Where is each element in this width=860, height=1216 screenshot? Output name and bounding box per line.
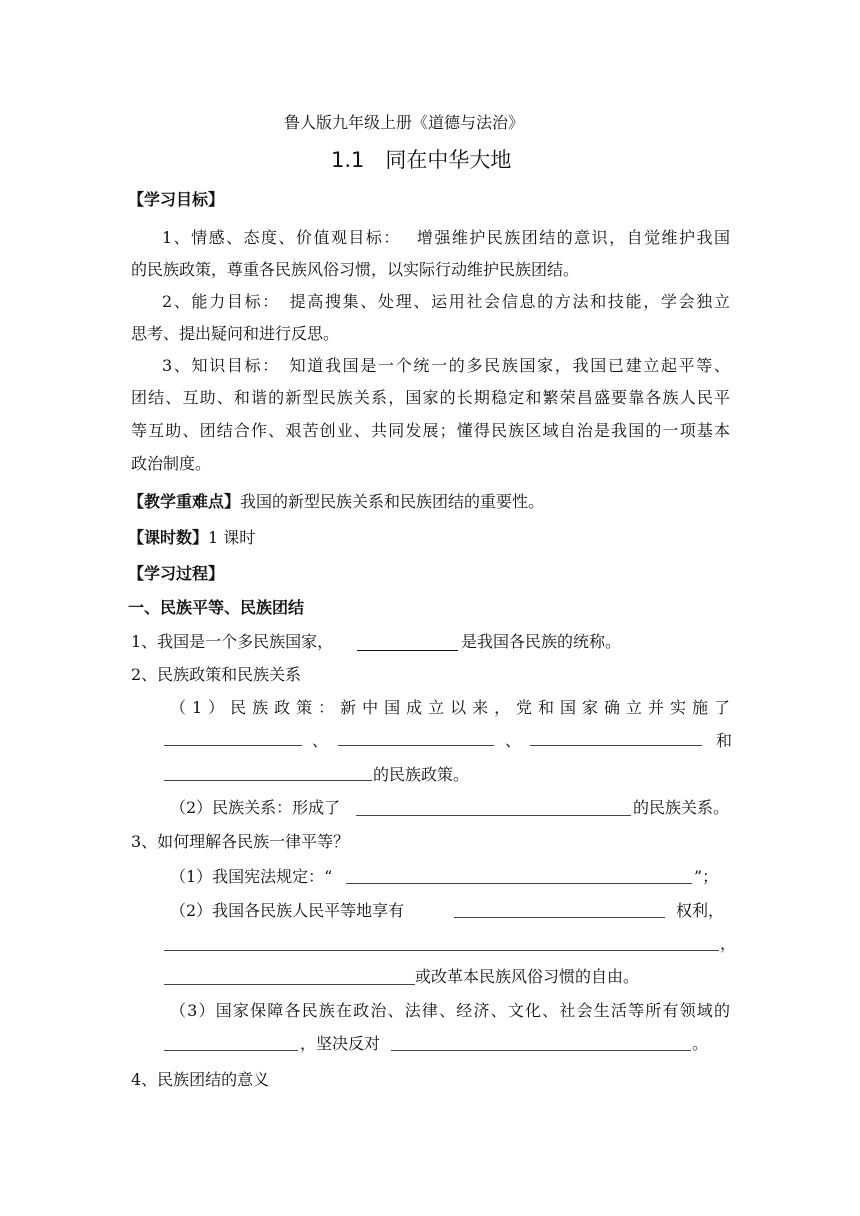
objective-1-line-2: 的民族政策，尊重各民族风俗习惯，以实际行动维护民族团结。 <box>131 260 580 279</box>
comma-text: ， <box>720 934 737 953</box>
hours-text: 1 课时 <box>208 528 256 547</box>
objective-3-line-2: 团结、互助、和谐的新型民族关系，国家的长期稳定和繁荣昌盛要靠各族人民平 <box>131 388 730 407</box>
blank-policy-4[interactable] <box>164 780 372 781</box>
and-text: 和 <box>716 731 733 750</box>
blank-policy-3[interactable] <box>530 745 702 746</box>
objective-3-line-3: 等互助、团结合作、艰苦创业、共同发展；懂得民族区域自治是我国的一项基本 <box>131 421 730 440</box>
question-3-3-end: 。 <box>692 1034 709 1053</box>
hours-row <box>128 527 255 549</box>
book-title: 鲁人版九年级上册《道德与法治》 <box>284 113 525 132</box>
objective-2-line-1: 2、能力目标： 提高搜集、处理、运用社会信息的方法和技能，学会独立 <box>162 292 730 311</box>
blank-rights[interactable] <box>454 917 665 918</box>
blank-q1[interactable] <box>357 650 458 651</box>
question-3-3-line-1: （3）国家保障各民族在政治、法律、经济、文化、社会生活等所有领域的 <box>170 1001 730 1020</box>
question-3-3-mid: ，坚决反对 <box>300 1034 381 1053</box>
section-1-heading: 一、民族平等、民族团结 <box>128 598 305 617</box>
question-3-2-end: 或改革本民族风俗习惯的自由。 <box>415 967 640 986</box>
question-1-part-a: 1、我国是一个多民族国家， <box>131 632 334 651</box>
separator-2: 、 <box>505 731 522 750</box>
hours-label: 【课时数】 <box>128 528 209 547</box>
blank-rights-long[interactable] <box>164 950 719 951</box>
question-3: 3、如何理解各民族一律平等？ <box>131 832 350 851</box>
blank-policy-2[interactable] <box>338 745 494 746</box>
question-2-2-part-a: （2）民族关系：形成了 <box>170 798 341 817</box>
question-3-1-part-b: ”； <box>694 867 719 886</box>
question-3-2-part-a: （2）我国各民族人民平等地享有 <box>170 901 405 920</box>
question-2-1-line-1: （1）民族政策：新中国成立以来，党和国家确立并实施了 <box>170 698 730 717</box>
objective-3-line-4: 政治制度。 <box>131 454 212 473</box>
question-2: 2、民族政策和民族关系 <box>131 665 302 684</box>
objective-1-line-1: 1、情感、态度、价值观目标： 增强维护民族团结的意识，自觉维护我国 <box>162 228 730 247</box>
blank-freedom[interactable] <box>164 984 415 985</box>
question-4: 4、民族团结的意义 <box>131 1070 270 1089</box>
blank-equality[interactable] <box>164 1050 298 1051</box>
keypoints-text: 我国的新型民族关系和民族团结的重要性。 <box>240 492 545 511</box>
objective-2-line-2: 思考、提出疑问和进行反思。 <box>131 324 340 343</box>
separator-1: 、 <box>312 731 329 750</box>
question-2-1-end: 的民族政策。 <box>373 765 470 784</box>
keypoints-label: 【教学重难点】 <box>128 492 241 511</box>
objective-3-line-1: 3、知识目标： 知道我国是一个统一的多民族国家，我国已建立起平等、 <box>162 356 730 375</box>
blank-constitution[interactable] <box>346 883 692 884</box>
objectives-heading: 【学习目标】 <box>128 190 225 209</box>
question-1-part-b: 是我国各民族的统称。 <box>461 632 622 651</box>
blank-relations[interactable] <box>356 815 631 816</box>
page-title: 1.1 同在中华大地 <box>331 148 512 172</box>
question-3-2-part-b: 权利， <box>676 901 725 920</box>
blank-oppose[interactable] <box>391 1050 691 1051</box>
question-2-2-part-b: 的民族关系。 <box>633 798 730 817</box>
question-3-1-part-a: （1）我国宪法规定：“ <box>170 867 333 886</box>
blank-policy-1[interactable] <box>164 745 302 746</box>
keypoints-row <box>128 491 544 513</box>
process-heading: 【学习过程】 <box>128 564 225 583</box>
